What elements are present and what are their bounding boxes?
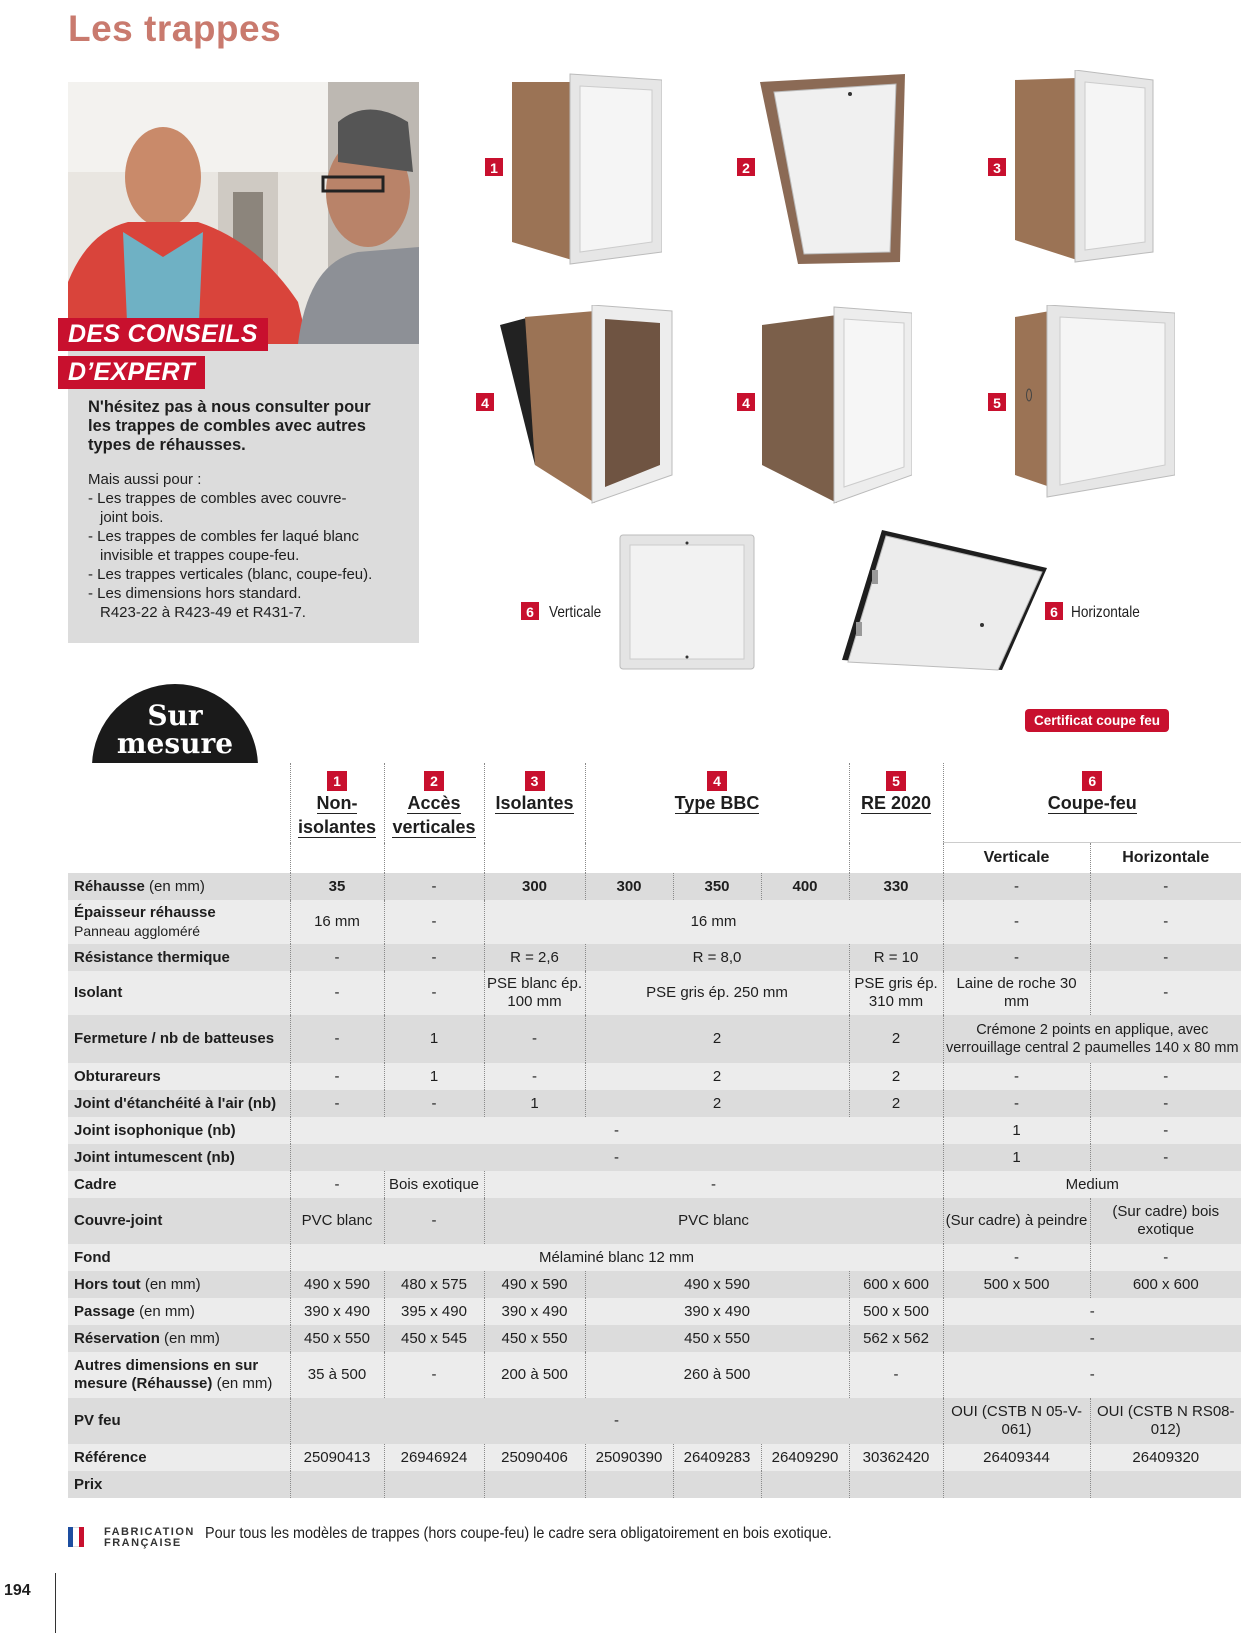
table-row: Obturareurs - 1 - 2 2 - - [68, 1063, 1241, 1090]
table-row: PV feu - OUI (CSTB N 05-V-061) OUI (CSTB N RS08-012) [68, 1398, 1241, 1444]
table-row: Joint isophonique (nb) - 1 - [68, 1117, 1241, 1144]
table-row: Isolant - - PSE blanc ép. 100 mm PSE gris ép. 250 mm PSE gris ép. 310 mm Laine de roche 30 mm - [68, 971, 1241, 1015]
list-item: - Les dimensions hors standard. [88, 585, 302, 602]
table-row: Cadre - Bois exotique - Medium [68, 1171, 1241, 1198]
list-item: - Les trappes de combles fer laqué blanc [88, 528, 359, 545]
product-badge: 3 [987, 157, 1007, 177]
product-badge: 6 [1044, 601, 1064, 621]
product-badge: 4 [736, 392, 756, 412]
caption-verticale: Verticale [549, 604, 602, 621]
product-6-horizontale-image [842, 530, 1052, 675]
list-item: invisible et trappes coupe-feu. [100, 547, 300, 564]
product-badge: 5 [987, 392, 1007, 412]
product-table [68, 763, 1241, 1498]
table-row: Épaisseur réhausse Panneau aggloméré 16 mm - 16 mm - - [68, 900, 1241, 944]
table-row: Prix [68, 1471, 1241, 1498]
list-item: - Les trappes verticales (blanc, coupe-feu). [88, 566, 373, 583]
table-row: Couvre-joint PVC blanc - PVC blanc (Sur cadre) à peindre (Sur cadre) bois exotique [68, 1198, 1241, 1244]
fabrication-francaise-label: FABRICATION FRANÇAISE [104, 1526, 195, 1549]
table-row: Référence 25090413 26946924 25090406 25090390 26409283 26409290 30362420 26409344 26409320 [68, 1444, 1241, 1471]
sur-mesure-line1: Sur [147, 699, 203, 732]
expert-list [88, 470, 398, 622]
caption-horizontale: Horizontale [1071, 604, 1140, 621]
expert-intro: Mais aussi pour : [88, 471, 202, 488]
expert-banner-line1: DES CONSEILS [58, 318, 268, 351]
col-header: Accès verticales [392, 793, 476, 837]
product-1-image [512, 72, 662, 267]
table-row: Réhausse (en mm) 35 - 300 300 350 400 330 - - [68, 873, 1241, 900]
table-row: Passage (en mm) 390 x 490 395 x 490 390 x 490 390 x 490 500 x 500 - [68, 1298, 1241, 1325]
col-num: 4 [707, 771, 727, 791]
expert-banner-line2: D’EXPERT [58, 356, 205, 389]
table-row: Réservation (en mm) 450 x 550 450 x 545 450 x 550 450 x 550 562 x 562 - [68, 1325, 1241, 1352]
list-item: joint bois. [100, 509, 164, 526]
table-row: Joint d'étanchéité à l'air (nb) - - 1 2 2 - - [68, 1090, 1241, 1117]
product-2-image [760, 72, 910, 267]
table-row: Résistance thermique - - R = 2,6 R = 8,0 R = 10 - - [68, 944, 1241, 971]
col-num: 1 [327, 771, 347, 791]
col-num: 3 [525, 771, 545, 791]
product-badge: 1 [484, 157, 504, 177]
col-header: Isolantes [495, 793, 574, 813]
table-row: Joint intumescent (nb) - 1 - [68, 1144, 1241, 1171]
page-divider [55, 1573, 56, 1633]
product-4-open-image [500, 305, 675, 505]
table-row: Autres dimensions en sur mesure (Réhausse) (en mm) 35 à 500 - 200 à 500 260 à 500 - - [68, 1352, 1241, 1398]
product-4-closed-image [762, 305, 912, 505]
list-item: R423-22 à R423-49 et R431-7. [100, 604, 306, 621]
sub-header-verticale: Verticale [943, 843, 1090, 874]
col-header: Type BBC [674, 793, 760, 813]
certificat-badge: Certificat coupe feu [1025, 709, 1169, 732]
expert-lead-text: N'hésitez pas à nous consulter pour les trappes de combles avec autres types de réhausses. [88, 398, 371, 454]
product-badge: 2 [736, 157, 756, 177]
col-num: 2 [424, 771, 444, 791]
col-header: Non-isolantes [297, 793, 377, 837]
sub-header-horizontale: Horizontale [1090, 843, 1241, 874]
product-badge: 4 [475, 392, 495, 412]
table-row: Fermeture / nb de batteuses - 1 - 2 2 Crémone 2 points en applique, avec verrouillage central 2 paumelles 140 x 80 mm [68, 1015, 1241, 1063]
sur-mesure-line2: mesure [116, 727, 234, 760]
product-5-image [1015, 305, 1175, 500]
product-3-image [1015, 70, 1165, 265]
product-badge: 6 [520, 601, 540, 621]
col-header: Coupe-feu [1047, 793, 1137, 813]
french-flag-icon [68, 1527, 84, 1547]
product-6-verticale-image [618, 533, 758, 673]
table-row: Fond Mélaminé blanc 12 mm - - [68, 1244, 1241, 1271]
col-num: 5 [886, 771, 906, 791]
list-item: - Les trappes de combles avec couvre- [88, 490, 347, 507]
page-title: Les trappes [68, 8, 282, 49]
expert-photo [68, 82, 419, 344]
col-num: 6 [1082, 771, 1102, 791]
col-header: RE 2020 [860, 793, 932, 813]
page-number: 194 [4, 1582, 31, 1599]
table-row: Hors tout (en mm) 490 x 590 480 x 575 490 x 590 490 x 590 600 x 600 500 x 500 600 x 600 [68, 1271, 1241, 1298]
footer-note: Pour tous les modèles de trappes (hors coupe-feu) le cadre sera obligatoirement en bois exotique. [205, 1525, 832, 1542]
